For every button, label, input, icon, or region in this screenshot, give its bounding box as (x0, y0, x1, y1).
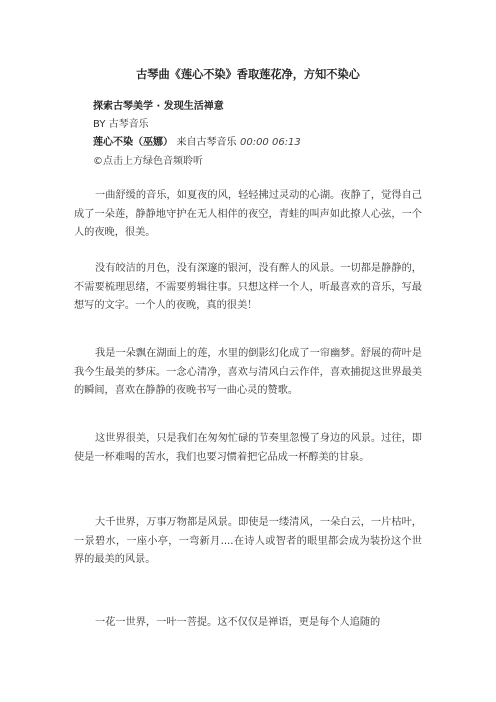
audio-player[interactable] (93, 133, 301, 148)
paragraph: 没有皎洁的月色，没有深邃的银河，没有醉人的风景。一切都是静静的，不需要梳理思绪，不需要剪辑往事。只想这样一个人，听最喜欢的音乐，写最想写的文字。一个人的夜晚，真的很美！ (74, 263, 422, 311)
paragraph: 一曲舒缓的音乐，如夏夜的风，轻轻拂过灵动的心湖。夜静了，觉得自己成了一朵莲，静静地守护在无人相伴的夜空，青蛙的叫声如此撩人心弦，一个人的夜晚，很美。 (74, 190, 422, 238)
article-title: 古琴曲《莲心不染》香取莲花净，方知不染心 (136, 68, 360, 81)
paragraph: 一花一世界，一叶一菩提。这不仅仅是禅语，更是每个人追随的 (95, 617, 381, 628)
paragraph: 我是一朵飘在湖面上的莲，水里的倒影幻化成了一帘幽梦。舒展的荷叶是我今生最美的梦床。一念心清净，喜欢与清风白云作伴，喜欢捕捉这世界最美的瞬间，喜欢在静静的夜晚书写一曲心灵的赞歌。 (74, 348, 422, 396)
paragraph: 大千世界，万事万物都是风景。即使是一缕清风，一朵白云，一片枯叶，一景碧水，一座小亭，一弯新月....在诗人或智者的眼里都会成为装扮这个世界的最美的风景。 (74, 517, 422, 565)
audio-source: 来自古琴音乐 (176, 137, 237, 148)
audio-time: 00:00 06:13 (239, 137, 301, 148)
subtitle: 探索古琴美学 · 发现生活禅意 (93, 101, 224, 112)
byline[interactable]: BY 古琴音乐 (93, 119, 149, 130)
audio-track-title: 莲心不染（巫娜） (93, 137, 173, 148)
paragraph: 这世界很美，只是我们在匆匆忙碌的节奏里忽慢了身边的风景。过往，即使是一杯难喝的苦水，我们也要习惯着把它品成一杯醇美的甘泉。 (74, 433, 422, 463)
listen-hint: ©点击上方绿色音频聆听 (93, 156, 203, 167)
